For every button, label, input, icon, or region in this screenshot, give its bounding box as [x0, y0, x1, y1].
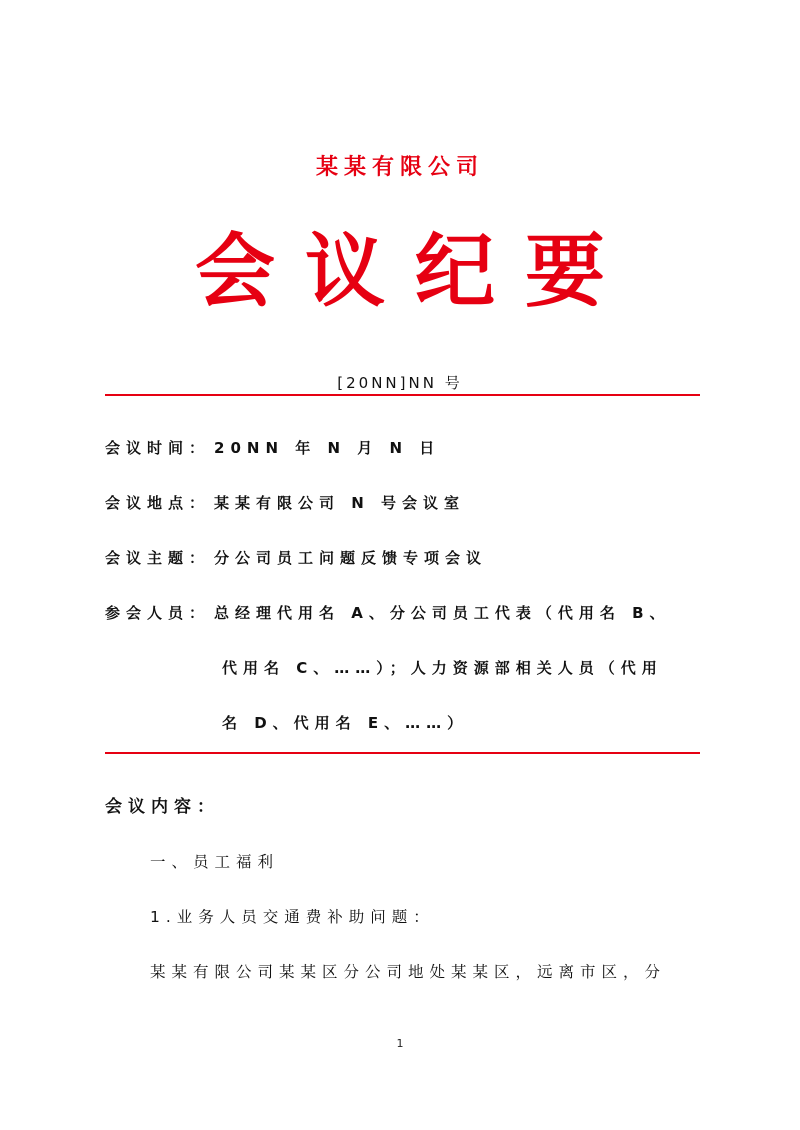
section-heading-welfare: 一、员工福利	[150, 853, 280, 871]
attendees-line-2: 代用名 C、……）；人力资源部相关人员（代用	[222, 659, 663, 677]
attendees-line-3: 名 D、代用名 E、……）	[222, 714, 469, 732]
meeting-place-value: 某某有限公司 N 号会议室	[214, 494, 466, 512]
meeting-topic-value: 分公司员工问题反馈专项会议	[214, 549, 488, 567]
page-number: 1	[396, 1037, 404, 1050]
company-name: 某某有限公司	[315, 155, 484, 180]
attendees-label: 参会人员：	[105, 604, 211, 622]
meeting-place-row	[105, 492, 465, 513]
content-heading: 会议内容：	[105, 797, 220, 817]
meeting-time-label: 会议时间：	[105, 439, 211, 457]
meeting-time-value: 20NN 年 N 月 N 日	[214, 439, 441, 457]
body-paragraph: 某某有限公司某某区分公司地处某某区，远离市区，分	[150, 963, 667, 981]
attendees-row	[105, 602, 671, 623]
meeting-time-row	[105, 437, 440, 458]
document-number: [20NN]NN 号	[337, 374, 463, 392]
attendees-line-1: 总经理代用名 A、分公司员工代表（代用名 B、	[214, 604, 671, 622]
item-heading-transport: 1.业务人员交通费补助问题：	[150, 908, 435, 926]
document-title: 会议纪要	[195, 225, 635, 318]
meeting-topic-row	[105, 547, 487, 568]
info-divider	[105, 752, 700, 754]
meeting-topic-label: 会议主题：	[105, 549, 211, 567]
meeting-place-label: 会议地点：	[105, 494, 211, 512]
header-divider	[105, 394, 700, 396]
